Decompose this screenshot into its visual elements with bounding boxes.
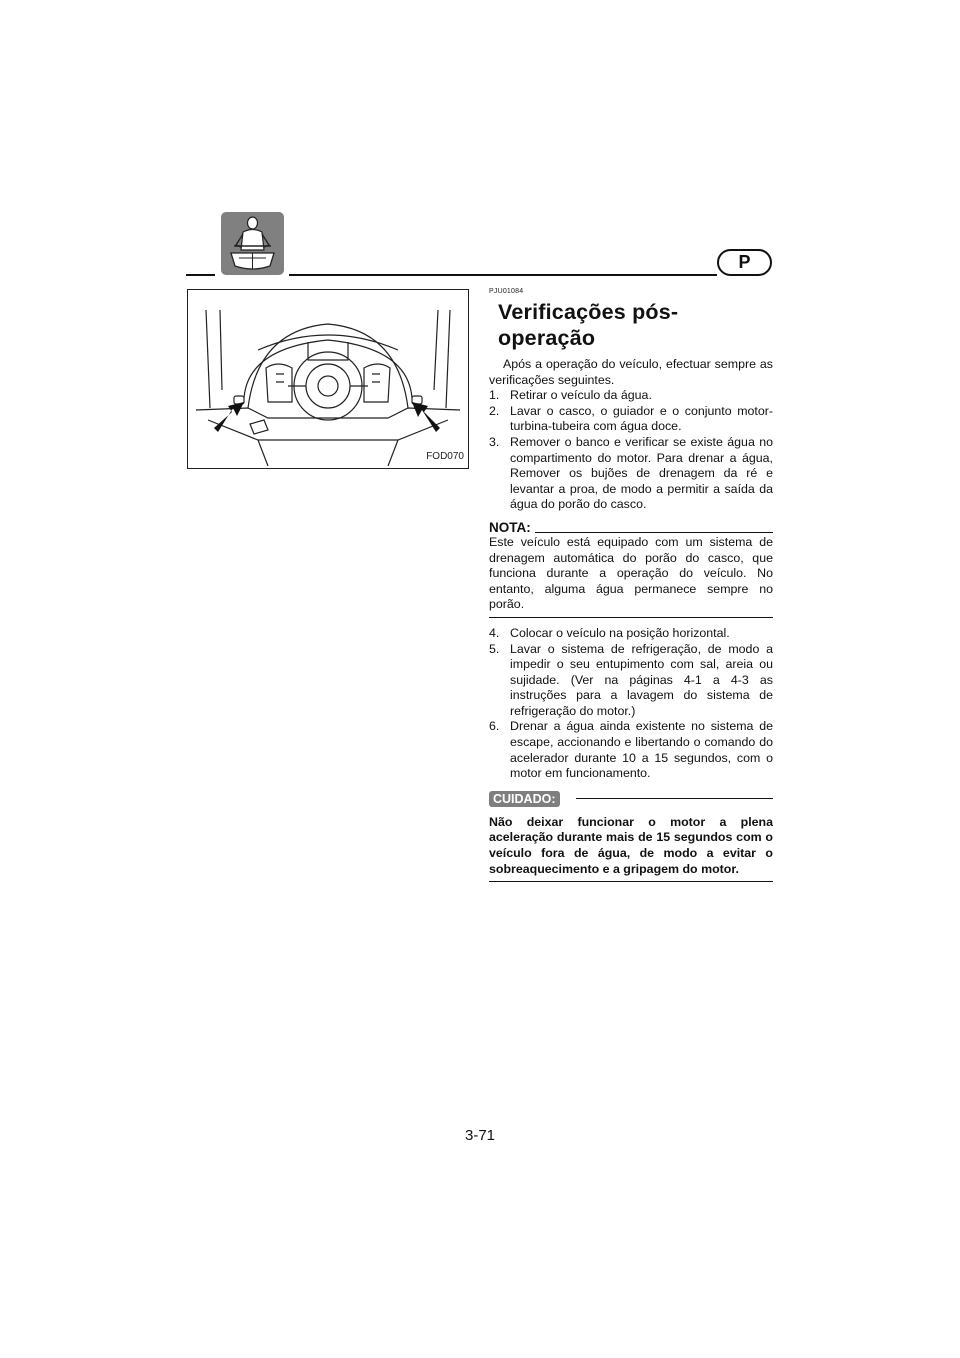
list-item — [489, 642, 773, 720]
step-number: 6. — [489, 719, 500, 734]
step-text: Lavar o casco, o guiador e o conjunto motor-turbina-tubeira com água doce. — [510, 403, 773, 434]
caution-text: Não deixar funcionar o motor a plena aceleração durante mais de 15 segundos com o veículo fora de água, de modo a evitar o sobreaquecimento e a gripagem do motor. — [489, 814, 773, 876]
page-number: 3-71 — [464, 1127, 496, 1144]
step-number: 2. — [489, 403, 500, 418]
header-rule — [289, 274, 717, 276]
note-text: Este veículo está equipado com um sistema de drenagem automática do porão do casco, que funciona durante a operação do veículo. No entanto, alguma água permanece sempre no porão. — [489, 534, 773, 612]
step-text: Drenar a água ainda existente no sistema de escape, accionando e libertando o comando do acelerador durante 10 a 15 segundos, com o motor em funcionamento. — [510, 719, 773, 781]
step-number: 5. — [489, 641, 500, 656]
step-number: 3. — [489, 434, 500, 449]
reference-code: PJU01084 — [489, 288, 524, 295]
steps-list — [489, 388, 773, 513]
step-text: Remover o banco e verificar se existe água no compartimento do motor. Para drenar a água, Remover os bujões de drenagem da ré e levantar a proa, de modo a permitir a saída da água do porão do casco. — [510, 434, 773, 512]
note-rule — [535, 532, 773, 533]
note-end-rule — [489, 617, 773, 618]
list-item — [489, 719, 773, 781]
caution-end-rule — [489, 881, 773, 882]
header-rule — [186, 274, 215, 276]
step-text: Colocar o veículo na posição horizontal. — [510, 625, 730, 640]
note-label: NOTA: — [489, 519, 531, 535]
steps-list-continued — [489, 626, 773, 782]
engine-compartment-figure — [187, 289, 469, 469]
step-number: 4. — [489, 625, 500, 640]
content-column — [489, 287, 773, 890]
list-item — [489, 388, 773, 404]
caution-rule — [576, 798, 774, 799]
language-badge: P — [717, 249, 772, 276]
list-item — [489, 435, 773, 513]
section-title: Verificações pós-operação — [498, 300, 679, 350]
rider-watercraft-icon — [221, 212, 284, 275]
engine-drain-plugs-illustration — [188, 290, 468, 468]
list-item — [489, 404, 773, 435]
caution-header — [489, 791, 773, 807]
step-text: Lavar o sistema de refrigeração, de modo a impedir o seu entupimento com sal, areia ou sujidade. (Ver na páginas 4-1 a 4-3 as instruções para a lavagem do sistema de refrigeração do motor.) — [510, 641, 773, 718]
step-text: Retirar o veículo da água. — [510, 388, 652, 403]
note-header — [489, 520, 773, 535]
caution-label: CUIDADO: — [489, 791, 560, 807]
figure-code: FOD070 — [426, 451, 464, 462]
step-number: 1. — [489, 388, 500, 403]
intro-paragraph: Após a operação do veículo, efectuar sempre as verificações seguintes. — [489, 357, 773, 387]
list-item — [489, 626, 773, 642]
